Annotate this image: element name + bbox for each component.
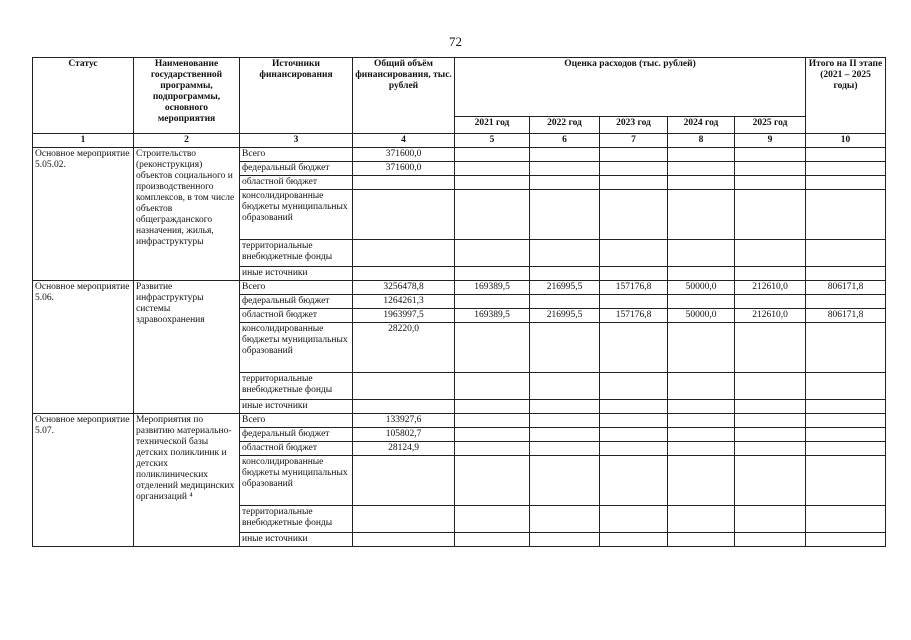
source-cell: федеральный бюджет	[240, 295, 353, 309]
total-cell	[353, 373, 455, 400]
stage-total-cell	[806, 148, 886, 162]
year-2023-cell	[600, 323, 668, 373]
year-2021-cell	[455, 506, 530, 533]
stage-total-cell	[806, 176, 886, 190]
stage-total-cell	[806, 442, 886, 456]
year-2025-cell	[735, 373, 806, 400]
total-cell: 28220,0	[353, 323, 455, 373]
header-stage-total: Итого на II этапе (2021 – 2025 годы)	[806, 58, 886, 134]
stage-total-cell: 806171,8	[806, 309, 886, 323]
year-2022-cell	[530, 442, 600, 456]
header-year: 2023 год	[600, 117, 668, 134]
header-status: Статус	[33, 58, 134, 134]
stage-total-cell	[806, 414, 886, 428]
year-2024-cell	[668, 240, 735, 267]
table-row	[33, 148, 886, 162]
year-2025-cell	[735, 295, 806, 309]
year-2022-cell: 216995,5	[530, 309, 600, 323]
status-cell: Основное мероприятие 5.07.	[33, 414, 134, 547]
header-sources: Источники финансирования	[240, 58, 353, 134]
source-cell: областной бюджет	[240, 309, 353, 323]
column-number: 4	[353, 134, 455, 148]
status-cell: Основное мероприятие 5.05.02.	[33, 148, 134, 281]
total-cell	[353, 190, 455, 240]
page-number: 72	[449, 34, 462, 49]
year-2023-cell	[600, 267, 668, 281]
table-row	[33, 281, 886, 295]
year-2023-cell	[600, 506, 668, 533]
year-2022-cell	[530, 533, 600, 547]
year-2025-cell	[735, 162, 806, 176]
year-2022-cell	[530, 506, 600, 533]
year-2023-cell	[600, 456, 668, 506]
column-number: 2	[134, 134, 240, 148]
source-cell: областной бюджет	[240, 442, 353, 456]
year-2023-cell	[600, 240, 668, 267]
year-2025-cell	[735, 456, 806, 506]
source-cell: территориальные внебюджетные фонды	[240, 506, 353, 533]
header-year: 2021 год	[455, 117, 530, 134]
year-2023-cell: 157176,8	[600, 281, 668, 295]
year-2024-cell	[668, 162, 735, 176]
source-cell: областной бюджет	[240, 176, 353, 190]
total-cell	[353, 176, 455, 190]
year-2023-cell	[600, 148, 668, 162]
header-year: 2025 год	[735, 117, 806, 134]
total-cell: 28124,9	[353, 442, 455, 456]
year-2024-cell	[668, 148, 735, 162]
year-2021-cell	[455, 176, 530, 190]
year-2023-cell	[600, 373, 668, 400]
source-cell: Всего	[240, 414, 353, 428]
year-2023-cell	[600, 295, 668, 309]
total-cell	[353, 240, 455, 267]
year-2022-cell	[530, 323, 600, 373]
year-2022-cell	[530, 456, 600, 506]
year-2025-cell	[735, 414, 806, 428]
total-cell: 1264261,3	[353, 295, 455, 309]
year-2025-cell	[735, 400, 806, 414]
year-2024-cell	[668, 428, 735, 442]
stage-total-cell: 806171,8	[806, 281, 886, 295]
year-2022-cell	[530, 162, 600, 176]
year-2021-cell	[455, 414, 530, 428]
year-2025-cell	[735, 148, 806, 162]
year-2025-cell	[735, 323, 806, 373]
total-cell	[353, 506, 455, 533]
source-cell: территориальные внебюджетные фонды	[240, 240, 353, 267]
total-cell: 371600,0	[353, 162, 455, 176]
table-header	[33, 58, 886, 148]
total-cell: 133927,6	[353, 414, 455, 428]
stage-total-cell	[806, 190, 886, 240]
measure-name-cell: Мероприятия по развитию материально-технической базы детских поликлиник и детских поликлинических отделений медицинских организаций ⁴	[134, 414, 240, 547]
stage-total-cell	[806, 267, 886, 281]
year-2021-cell	[455, 533, 530, 547]
year-2025-cell	[735, 267, 806, 281]
year-2022-cell	[530, 400, 600, 414]
column-number: 1	[33, 134, 134, 148]
total-cell: 371600,0	[353, 148, 455, 162]
year-2021-cell	[455, 456, 530, 506]
source-cell: иные источники	[240, 400, 353, 414]
measure-name-cell: Развитие инфраструктуры системы здравоохранения	[134, 281, 240, 414]
year-2025-cell	[735, 533, 806, 547]
year-2025-cell: 212610,0	[735, 281, 806, 295]
column-number: 3	[240, 134, 353, 148]
header-year: 2024 год	[668, 117, 735, 134]
header-name: Наименование государственной программы, подпрограммы, основного мероприятия	[134, 58, 240, 134]
year-2022-cell	[530, 267, 600, 281]
year-2024-cell	[668, 373, 735, 400]
total-cell	[353, 456, 455, 506]
source-cell: иные источники	[240, 267, 353, 281]
year-2025-cell	[735, 190, 806, 240]
stage-total-cell	[806, 428, 886, 442]
year-2021-cell	[455, 428, 530, 442]
year-2021-cell	[455, 323, 530, 373]
year-2022-cell	[530, 176, 600, 190]
year-2023-cell	[600, 442, 668, 456]
year-2023-cell	[600, 162, 668, 176]
year-2025-cell	[735, 506, 806, 533]
year-2024-cell	[668, 267, 735, 281]
year-2024-cell	[668, 533, 735, 547]
year-2023-cell	[600, 190, 668, 240]
column-number: 7	[600, 134, 668, 148]
total-cell: 1963997,5	[353, 309, 455, 323]
year-2023-cell	[600, 428, 668, 442]
measure-name-cell: Строительство (реконструкция) объектов социального и производственного комплексов, в том числе объектов общегражданского назначения, жилья, инфраструктуры	[134, 148, 240, 281]
stage-total-cell	[806, 456, 886, 506]
source-cell: федеральный бюджет	[240, 162, 353, 176]
source-cell: территориальные внебюджетные фонды	[240, 373, 353, 400]
source-cell: консолидированные бюджеты муниципальных образований	[240, 323, 353, 373]
year-2024-cell	[668, 295, 735, 309]
source-cell: Всего	[240, 148, 353, 162]
column-number: 9	[735, 134, 806, 148]
stage-total-cell	[806, 533, 886, 547]
stage-total-cell	[806, 506, 886, 533]
budget-table	[32, 57, 886, 547]
year-2025-cell: 212610,0	[735, 309, 806, 323]
header-total-volume: Общий объём финансирования, тыс. рублей	[353, 58, 455, 134]
year-2021-cell	[455, 190, 530, 240]
year-2024-cell	[668, 456, 735, 506]
year-2021-cell: 169389,5	[455, 281, 530, 295]
stage-total-cell	[806, 162, 886, 176]
year-2022-cell	[530, 190, 600, 240]
source-cell: Всего	[240, 281, 353, 295]
source-cell: иные источники	[240, 533, 353, 547]
year-2025-cell	[735, 240, 806, 267]
year-2025-cell	[735, 176, 806, 190]
year-2023-cell	[600, 414, 668, 428]
stage-total-cell	[806, 373, 886, 400]
header-estimate: Оценка расходов (тыс. рублей)	[455, 58, 806, 117]
year-2024-cell: 50000,0	[668, 281, 735, 295]
year-2021-cell	[455, 267, 530, 281]
year-2024-cell	[668, 506, 735, 533]
total-cell: 105802,7	[353, 428, 455, 442]
year-2023-cell	[600, 400, 668, 414]
total-cell	[353, 267, 455, 281]
year-2025-cell	[735, 442, 806, 456]
year-2022-cell	[530, 148, 600, 162]
column-number: 10	[806, 134, 886, 148]
year-2022-cell	[530, 414, 600, 428]
total-cell: 3256478,8	[353, 281, 455, 295]
source-cell: консолидированные бюджеты муниципальных образований	[240, 190, 353, 240]
status-cell: Основное мероприятие 5.06.	[33, 281, 134, 414]
year-2021-cell	[455, 295, 530, 309]
year-2021-cell	[455, 148, 530, 162]
year-2024-cell	[668, 190, 735, 240]
stage-total-cell	[806, 240, 886, 267]
year-2023-cell	[600, 176, 668, 190]
source-cell: федеральный бюджет	[240, 428, 353, 442]
year-2022-cell: 216995,5	[530, 281, 600, 295]
table-body	[33, 148, 886, 547]
year-2024-cell: 50000,0	[668, 309, 735, 323]
column-number: 6	[530, 134, 600, 148]
year-2023-cell	[600, 533, 668, 547]
total-cell	[353, 533, 455, 547]
year-2022-cell	[530, 295, 600, 309]
year-2022-cell	[530, 240, 600, 267]
total-cell	[353, 400, 455, 414]
year-2025-cell	[735, 428, 806, 442]
year-2022-cell	[530, 428, 600, 442]
column-number: 5	[455, 134, 530, 148]
year-2024-cell	[668, 442, 735, 456]
year-2024-cell	[668, 323, 735, 373]
year-2023-cell: 157176,8	[600, 309, 668, 323]
stage-total-cell	[806, 323, 886, 373]
year-2021-cell	[455, 400, 530, 414]
year-2021-cell: 169389,5	[455, 309, 530, 323]
column-number: 8	[668, 134, 735, 148]
source-cell: консолидированные бюджеты муниципальных образований	[240, 456, 353, 506]
year-2021-cell	[455, 373, 530, 400]
year-2024-cell	[668, 400, 735, 414]
year-2022-cell	[530, 373, 600, 400]
year-2021-cell	[455, 162, 530, 176]
table-row	[33, 414, 886, 428]
year-2021-cell	[455, 240, 530, 267]
header-year: 2022 год	[530, 117, 600, 134]
year-2024-cell	[668, 414, 735, 428]
year-2024-cell	[668, 176, 735, 190]
stage-total-cell	[806, 295, 886, 309]
year-2021-cell	[455, 442, 530, 456]
stage-total-cell	[806, 400, 886, 414]
